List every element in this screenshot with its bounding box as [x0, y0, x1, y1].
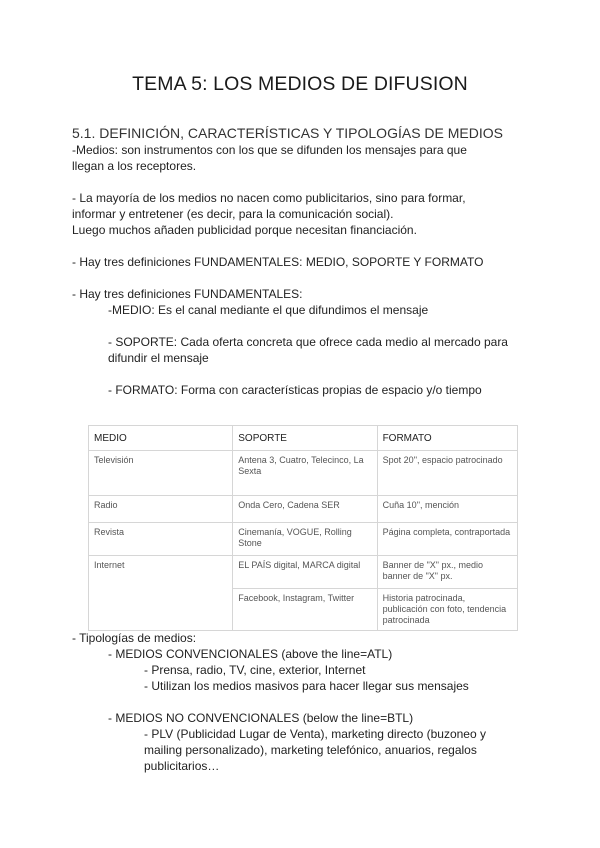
table-row	[89, 523, 518, 556]
cell-medio: Revista	[89, 523, 233, 556]
table-row	[89, 451, 518, 496]
para-medios-line2: llegan a los receptores.	[72, 159, 197, 173]
table-header-row	[89, 426, 518, 451]
media-table	[88, 425, 518, 631]
definition-soporte-line1: - SOPORTE: Cada oferta concreta que ofrece cada medio al mercado para	[108, 335, 508, 349]
para-mayoria-line2: informar y entretener (es decir, para la comunicación social).	[72, 207, 394, 221]
cell-soporte: Antena 3, Cuatro, Telecinco, La Sexta	[233, 451, 377, 496]
definition-soporte-line2: difundir el mensaje	[108, 351, 209, 365]
cell-formato: Banner de "X" px., medio banner de "X" px.	[377, 556, 517, 589]
cell-medio: Televisión	[89, 451, 233, 496]
para-mayoria-line1: - La mayoría de los medios no nacen como publicitarios, sino para formar,	[72, 191, 466, 205]
cell-formato: Cuña 10'', mención	[377, 496, 517, 523]
convencionales-item-1: - Prensa, radio, TV, cine, exterior, Internet	[144, 663, 366, 677]
convencionales-item-2: - Utilizan los medios masivos para hacer llegar sus mensajes	[144, 679, 469, 693]
no-convencionales-line1: - PLV (Publicidad Lugar de Venta), marketing directo (buzoneo y	[144, 727, 486, 741]
tipologias-section	[72, 630, 542, 774]
table-row	[89, 556, 518, 589]
definition-medio: -MEDIO: Es el canal mediante el que difundimos el mensaje	[108, 303, 429, 317]
header-formato: FORMATO	[377, 426, 517, 451]
header-medio: MEDIO	[89, 426, 233, 451]
cell-medio: Internet	[89, 556, 233, 631]
definition-formato: - FORMATO: Forma con características propias de espacio y/o tiempo	[108, 383, 482, 397]
para-mayoria-line3: Luego muchos añaden publicidad porque necesitan financiación.	[72, 223, 417, 237]
medios-convencionales: - MEDIOS CONVENCIONALES (above the line=ATL)	[108, 647, 393, 661]
cell-formato: Página completa, contraportada	[377, 523, 517, 556]
medios-no-convencionales: - MEDIOS NO CONVENCIONALES (below the line=BTL)	[108, 711, 414, 725]
table-row	[89, 496, 518, 523]
tipologias-intro: - Tipologías de medios:	[72, 631, 197, 645]
cell-medio: Radio	[89, 496, 233, 523]
para-tres-definiciones: - Hay tres definiciones FUNDAMENTALES: MEDIO, SOPORTE Y FORMATO	[72, 255, 484, 269]
cell-soporte: Facebook, Instagram, Twitter	[233, 589, 377, 631]
cell-soporte: Onda Cero, Cadena SER	[233, 496, 377, 523]
para-medios-line1: -Medios: son instrumentos con los que se difunden los mensajes para que	[72, 143, 467, 157]
no-convencionales-line3: publicitarios…	[144, 759, 220, 773]
para-tres-definiciones-2: - Hay tres definiciones FUNDAMENTALES:	[72, 287, 303, 301]
cell-formato: Historia patrocinada, publicación con foto, tendencia patrocinada	[377, 589, 517, 631]
page-title: TEMA 5: LOS MEDIOS DE DIFUSION	[132, 73, 468, 95]
cell-soporte: EL PAÍS digital, MARCA digital	[233, 556, 377, 589]
intro-content	[72, 124, 532, 398]
cell-soporte: Cinemanía, VOGUE, Rolling Stone	[233, 523, 377, 556]
no-convencionales-line2: mailing personalizado), marketing telefónico, anuarios, regalos	[144, 743, 477, 757]
header-soporte: SOPORTE	[233, 426, 377, 451]
cell-formato: Spot 20'', espacio patrocinado	[377, 451, 517, 496]
section-heading: 5.1. DEFINICIÓN, CARACTERÍSTICAS Y TIPOLOGÍAS DE MEDIOS	[72, 125, 503, 141]
